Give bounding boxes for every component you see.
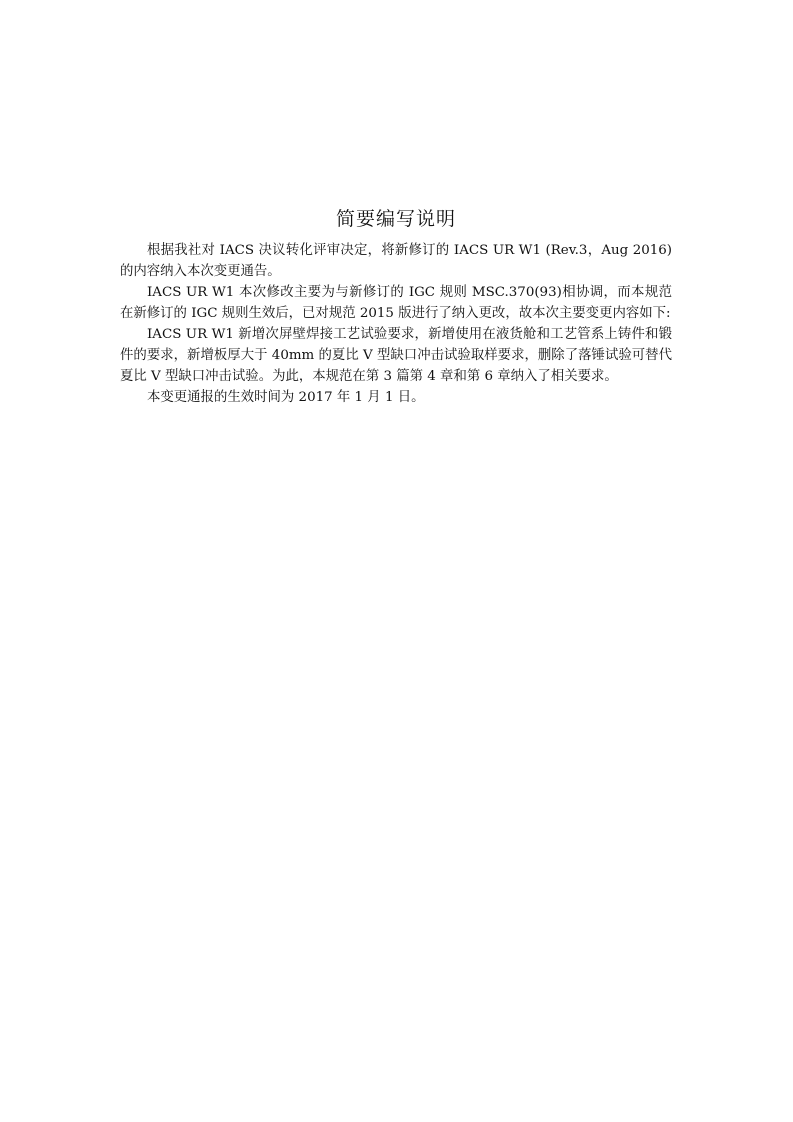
paragraph-purpose: IACS UR W1 本次修改主要为与新修订的 IGC 规则 MSC.370(93)相协调，而本规范在新修订的 IGC 规则生效后，已对规范 2015 版进行了纳入更改，故本次主要变更内容如下: [120,285,672,321]
paragraph-effective-date: 本变更通报的生效时间为 2017 年 1 月 1 日。 [147,390,425,405]
paragraph-background: 根据我社对 IACS 决议转化评审决定，将新修订的 IACS UR W1 (Rev.3，Aug 2016)的内容纳入本次变更通告。 [120,243,672,279]
paragraph-changes: IACS UR W1 新增次屏壁焊接工艺试验要求，新增使用在液货舱和工艺管系上铸件和锻件的要求，新增板厚大于 40mm 的夏比 V 型缺口冲击试验取样要求，删除了落锤试验可替代夏比 V 型缺口冲击试验。为此，本规范在第 3 篇第 4 章和第 6 章纳入了相关要求。 [120,327,672,384]
document-title: 简要编写说明 [335,208,456,230]
document-body [120,206,672,408]
